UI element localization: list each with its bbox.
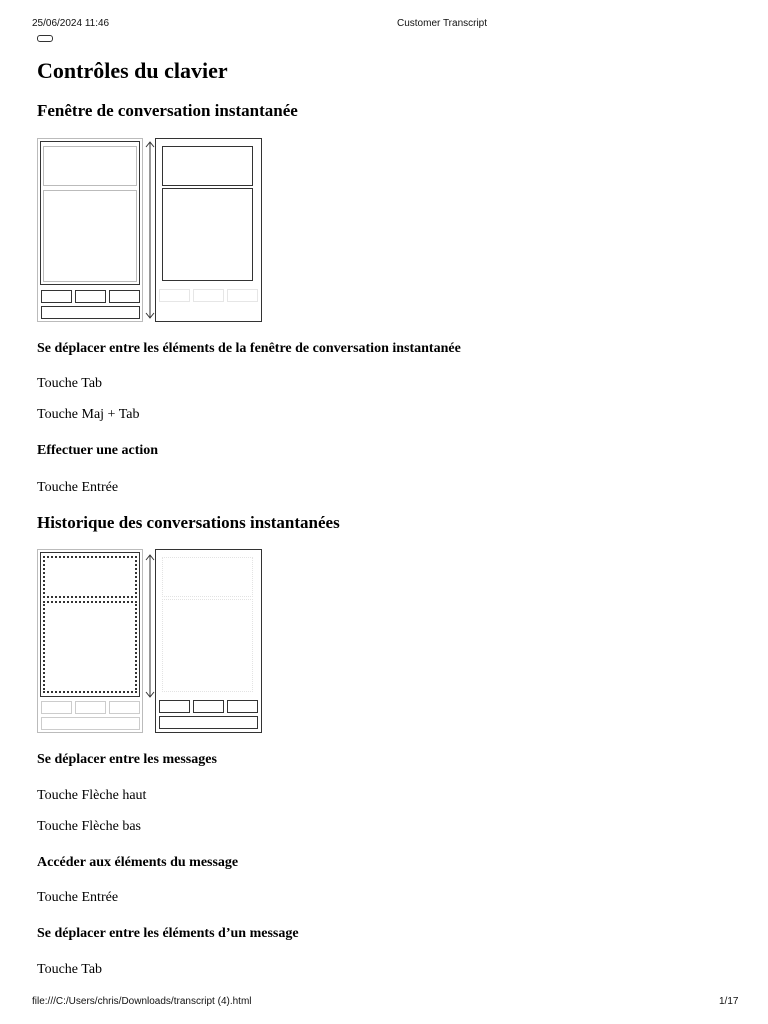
history-message-focus: [43, 556, 137, 598]
window-header-area: [43, 146, 137, 186]
subheading-access-message-elements: Accéder aux éléments du message: [37, 855, 239, 870]
key-tab-2: Touche Tab: [37, 962, 103, 977]
key-arrow-down: Touche Flèche bas: [37, 819, 141, 834]
key-enter-2: Touche Entrée: [37, 890, 119, 905]
section-heading-chat-window: Fenêtre de conversation instantanée: [37, 101, 298, 120]
history-input-box: [159, 716, 258, 729]
history-message-area: [162, 599, 253, 692]
history-input-box: [41, 717, 140, 730]
subheading-move-within-message: Se déplacer entre les éléments d’un message: [37, 926, 299, 941]
history-button: [227, 700, 258, 713]
history-button: [41, 701, 72, 714]
window-button: [41, 290, 72, 303]
chat-history-diagram: [37, 549, 267, 735]
window-frame-after: [155, 138, 262, 322]
key-enter: Touche Entrée: [37, 480, 119, 495]
section-heading-chat-history: Historique des conversations instantanées: [37, 513, 340, 532]
window-message-area: [162, 188, 253, 281]
key-tab: Touche Tab: [37, 376, 103, 391]
history-button: [109, 701, 140, 714]
window-button: [193, 289, 224, 302]
history-button: [159, 700, 190, 713]
subheading-move-between-messages: Se déplacer entre les messages: [37, 752, 217, 767]
history-button: [193, 700, 224, 713]
up-down-arrow-icon: [145, 140, 155, 320]
window-message-area: [43, 190, 137, 282]
collapse-toggle-icon[interactable]: [37, 35, 53, 42]
history-frame-after: [155, 549, 262, 733]
subheading-perform-action: Effectuer une action: [37, 443, 159, 458]
key-arrow-up: Touche Flèche haut: [37, 788, 147, 803]
window-frame-before: [37, 138, 143, 322]
history-header-area: [162, 557, 253, 597]
chat-window-diagram: [37, 138, 267, 324]
print-page-number: 1/17: [719, 996, 739, 1007]
key-shift-tab: Touche Maj + Tab: [37, 407, 140, 422]
history-message-focus: [43, 601, 137, 693]
window-button: [109, 290, 140, 303]
window-input-box: [41, 306, 140, 319]
up-down-arrow-icon: [145, 553, 155, 699]
window-button: [75, 290, 106, 303]
window-button: [159, 289, 190, 302]
window-header-area: [162, 146, 253, 186]
history-button: [75, 701, 106, 714]
print-datetime: 25/06/2024 11:46: [32, 18, 110, 29]
print-file-path: file:///C:/Users/chris/Downloads/transcript (4).html: [32, 996, 252, 1007]
window-button: [227, 289, 258, 302]
subheading-move-between-elements: Se déplacer entre les éléments de la fenêtre de conversation instantanée: [37, 341, 461, 356]
print-title: Customer Transcript: [397, 18, 488, 29]
history-frame-before: [37, 549, 143, 733]
page-title: Contrôles du clavier: [37, 58, 228, 83]
